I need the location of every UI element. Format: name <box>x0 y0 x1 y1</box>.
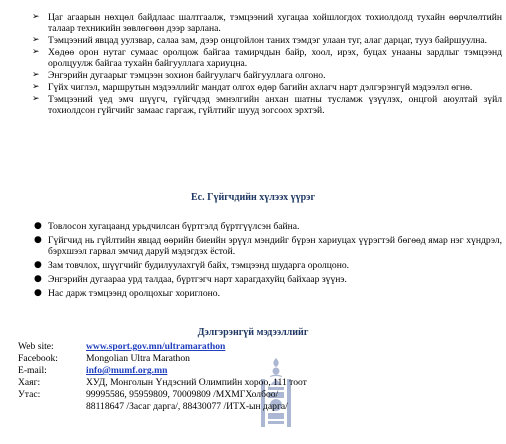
contact-label: Web site: <box>18 341 54 352</box>
list-item <box>32 260 502 271</box>
list-item <box>32 82 502 93</box>
contact-title: Дэлгэрэнгүй мэдээллийг <box>197 327 309 338</box>
contact-block <box>18 341 498 413</box>
contact-row-address <box>18 377 498 389</box>
list-item-text: Нас дарж тэмцээнд оролцохыг хориглоно. <box>48 288 220 299</box>
contact-row-email <box>18 365 498 377</box>
arrow-bullet-icon: ➢ <box>32 82 40 92</box>
dot-bullet-icon: ● <box>34 221 42 231</box>
list-item <box>32 274 502 285</box>
dot-bullet-icon: ● <box>34 288 42 298</box>
email-link[interactable]: info@mumf.org.mn <box>86 365 168 376</box>
list-item <box>32 47 502 69</box>
dot-bullet-icon: ● <box>34 274 42 284</box>
list-item-text: Гүйх чиглэл, маршрутын мэдээллийг мандат олгох өдөр багийн ахлагч нарт дэлгэрэнгүй мэдээлэл өгнө. <box>48 82 473 93</box>
dot-bullet-icon: ● <box>34 260 42 270</box>
contact-label: Утас: <box>18 389 41 400</box>
arrow-bullet-icon: ➢ <box>32 12 40 22</box>
contact-row-facebook <box>18 353 498 365</box>
obligations-list <box>32 221 502 302</box>
list-item <box>32 70 502 81</box>
section-title: Ес. Гүйгчдийн хүлээх үүрэг <box>190 192 316 203</box>
phone-value: 99995586, 95959809, 70009809 /МХМГХолбоо/ <box>86 389 279 400</box>
list-item <box>32 235 502 257</box>
facebook-value: Mongolian Ultra Marathon <box>86 353 190 364</box>
contact-row-phone-continued <box>18 401 498 413</box>
list-item <box>32 288 502 299</box>
list-item-text: Гүйгчид нь гүйлтийн явцад өөрийн биеийн эрүүл мэндийг бүрэн хариуцах үүрэгтэй бөгөөд ямар нэг хүндрэл, бэрхшээл гарвал эмчид даруй мэдэгдэх ёстой. <box>48 235 502 257</box>
list-item-text: Тэмцээний үед эмч шүүгч, гүйгчдэд эмнэлгийн анхан шатны тусламж үзүүлэх, онцгой аюултай зүйл тохиолдсон гүйгчийг замаас гаргаж, гүйлтийг шууд зогсоох эрхтэй. <box>48 94 502 116</box>
contact-row-website <box>18 341 498 353</box>
arrow-bullet-icon: ➢ <box>32 47 40 57</box>
contact-label: Facebook: <box>18 353 58 364</box>
arrow-bullet-icon: ➢ <box>32 70 40 80</box>
list-item-text: Тэмцээний явцад уулзвар, салаа зам, дээр онцгойлон таних тэмдэг улаан туг, алаг дарцаг, тууз байршуулна. <box>48 35 488 46</box>
phone-value: 88118647 /Засаг дарга/, 88430077 /ИТХ-ын дарга/ <box>86 401 288 412</box>
list-item-text: Энгэрийн дугаараа урд талдаа, бүртгэгч нарт харагдахуйц байхаар зүүнэ. <box>48 274 347 285</box>
list-item <box>32 12 502 34</box>
list-item-text: Энгэрийн дугаарыг тэмцээн зохион байгуулагч байгууллага олгоно. <box>48 70 326 81</box>
list-item-text: Товлосон хугацаанд урьдчилсан бүртгэлд бүртгүүлсэн байна. <box>48 221 300 232</box>
contact-row-phone <box>18 389 498 401</box>
arrow-bullet-icon: ➢ <box>32 35 40 45</box>
list-item-text: Зам товчлох, шүүгчийг будилуулахгүй байх, тэмцээнд шударга оролцоно. <box>48 260 350 271</box>
list-item <box>32 221 502 232</box>
contact-label: E-mail: <box>18 365 47 376</box>
address-value: ХУД, Монголын Үндэсний Олимпийн хороо, 111 тоот <box>86 377 307 388</box>
list-item-text: Хөдөө орон нутаг сумаас оролцож байгаа тамирчдын байр, хоол, ирэх, буцах унааны зардлыг тэмцээнд оролцуулж байгаа тухайн байгууллага хариуцна. <box>48 47 502 69</box>
arrow-bullet-icon: ➢ <box>32 94 40 104</box>
list-item <box>32 35 502 46</box>
list-item-text: Цаг агаарын нөхцөл байдлаас шалтгаалж, тэмцээний хугацаа хойшлогдох тохиолдолд тухайн өөрчлөлтийн талаар техникийн зөвлөгөөн дээр зарлана. <box>48 12 502 34</box>
contact-label: Хаяг: <box>18 377 41 388</box>
list-item <box>32 94 502 116</box>
conditions-list <box>32 12 502 117</box>
website-link[interactable]: www.sport.gov.mn/ultramarathon <box>86 341 226 352</box>
dot-bullet-icon: ● <box>34 235 42 245</box>
